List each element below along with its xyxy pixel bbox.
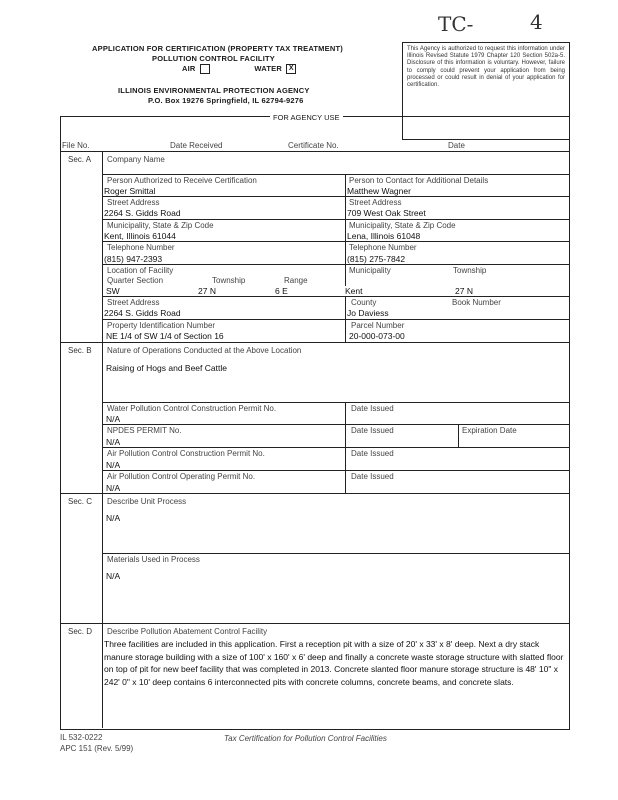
air-water-row: [182, 64, 296, 74]
sec-b-tag: Sec. B: [68, 346, 92, 355]
wp-date-label: Date Issued: [351, 404, 394, 413]
divider: [102, 219, 569, 220]
nature-value: Raising of Hogs and Beef Cattle: [106, 363, 227, 373]
sec-d-tag: Sec. D: [68, 627, 93, 636]
certificate-no-label: Certificate No.: [288, 141, 339, 150]
abatement-label: Describe Pollution Abatement Control Facility: [107, 627, 268, 636]
location-label: Location of Facility: [107, 266, 174, 275]
notice-text: This Agency is authorized to request this information under Illinois Revised Statute 1979 Chapter 120 Section 502a-5. Disclosure of this information is voluntary. However, failure to comply could prevent your application from being processed or could result in denial of your application for certification.: [407, 46, 565, 89]
telephone-label: Telephone Number: [107, 243, 175, 252]
ap-operating-label: Air Pollution Control Operating Permit No.: [107, 472, 256, 481]
materials-value: N/A: [106, 571, 121, 581]
person-authorized-label: Person Authorized to Receive Certification: [107, 176, 257, 185]
township-label: Township: [212, 276, 246, 285]
divider: [102, 196, 569, 197]
agency-use-title: FOR AGENCY USE: [270, 113, 343, 122]
agency-address: P.O. Box 19276 Springfield, IL 62794-9276: [148, 96, 304, 105]
file-no-label: File No.: [62, 141, 90, 150]
abatement-description: Three facilities are included in this application. First a reception pit with a size of 20' x 33' x 8' deep. Next a dry stack manure storage building with a size of 100' x 160' x 6' deep and finally a concrete waste storage structure with slatted floor on top of pit for new beef facility that was completed in 2013. Concrete slanted floor manure storage structure is 48' 10" x 242' 0" x 10' deep contains 6 interconnected pits with concrete columns, concrete beams, and concrete slats.: [104, 639, 564, 687]
book-number-label: Book Number: [452, 298, 501, 307]
facility-street-value: 2264 S. Gidds Road: [104, 308, 181, 318]
contact-street-value: 709 West Oak Street: [347, 208, 426, 218]
contact-telephone-value: (815) 275-7842: [347, 254, 406, 264]
range-value: 6 E: [275, 286, 288, 296]
township-value: 27 N: [198, 286, 216, 296]
parcel-number-value: 20-000-073-00: [349, 331, 405, 341]
air-label: AIR: [182, 64, 196, 73]
divider: [60, 151, 569, 152]
divider: [102, 470, 569, 471]
materials-label: Materials Used in Process: [107, 555, 200, 564]
date-received-label: Date Received: [170, 141, 223, 150]
divider: [102, 447, 569, 448]
water-label: WATER: [254, 64, 282, 73]
telephone-value: (815) 947-2393: [104, 254, 163, 264]
unit-process-label: Describe Unit Process: [107, 497, 187, 506]
ap-operating-date-label: Date Issued: [351, 472, 394, 481]
ap-construction-date-label: Date Issued: [351, 449, 394, 458]
ap-operating-value: N/A: [106, 483, 121, 493]
county-value: Jo Daviess: [347, 308, 389, 318]
quarter-section-label: Quarter Section: [107, 276, 164, 285]
form-title: APPLICATION FOR CERTIFICATION (PROPERTY TAX TREATMENT): [92, 44, 343, 53]
property-id-value: NE 1/4 of SW 1/4 of Section 16: [106, 331, 224, 341]
footer-title: Tax Certification for Pollution Control Facilities: [224, 734, 387, 743]
form-subtitle: POLLUTION CONTROL FACILITY: [152, 54, 275, 63]
form-number: IL 532-0222: [60, 733, 103, 742]
apc-number: APC 151 (Rev. 5/99): [60, 744, 134, 753]
parcel-number-label: Parcel Number: [351, 321, 405, 330]
divider: [345, 402, 346, 493]
agency-name: ILLINOIS ENVIRONMENTAL PROTECTION AGENCY: [118, 86, 310, 95]
npdes-value: N/A: [106, 437, 121, 447]
county-label: County: [351, 298, 377, 307]
section-divider: [60, 342, 569, 343]
contact-municipality-value: Lena, Illinois 61048: [347, 231, 421, 241]
wp-permit-label: Water Pollution Control Construction Permit No.: [107, 404, 277, 413]
divider: [102, 402, 569, 403]
divider: [102, 319, 569, 320]
wp-permit-value: N/A: [106, 414, 121, 424]
air-checkbox[interactable]: [200, 64, 210, 74]
section-divider: [60, 493, 569, 494]
handwritten-tc: TC-: [438, 12, 474, 36]
person-contact-label: Person to Contact for Additional Details: [349, 176, 489, 185]
range-label: Range: [284, 276, 308, 285]
facility-street-label: Street Address: [107, 298, 160, 307]
person-contact-value: Matthew Wagner: [347, 186, 411, 196]
water-checkbox[interactable]: X: [286, 64, 296, 74]
divider: [458, 424, 459, 447]
ap-construction-value: N/A: [106, 460, 121, 470]
municipality-label: Municipality, State & Zip Code: [107, 221, 214, 230]
company-name-label: Company Name: [107, 155, 165, 164]
divider: [102, 264, 569, 265]
divider: [102, 296, 569, 297]
divider: [345, 296, 346, 342]
township2-value: 27 N: [455, 286, 473, 296]
handwritten-page-number: 4: [530, 10, 543, 34]
person-authorized-value: Roger Smittal: [104, 186, 156, 196]
quarter-section-value: SW: [106, 286, 120, 296]
divider: [102, 424, 569, 425]
divider: [102, 174, 569, 175]
divider: [102, 241, 569, 242]
section-gutter: [102, 151, 103, 728]
contact-street-label: Street Address: [349, 198, 402, 207]
municipality-fac-label: Municipality: [349, 266, 391, 275]
npdes-date-label: Date Issued: [351, 426, 394, 435]
ap-construction-label: Air Pollution Control Construction Permit No.: [107, 449, 265, 458]
unit-process-value: N/A: [106, 513, 121, 523]
contact-telephone-label: Telephone Number: [349, 243, 417, 252]
property-id-label: Property Identification Number: [107, 321, 216, 330]
npdes-label: NPDES PERMIT No.: [107, 426, 182, 435]
section-divider: [60, 623, 569, 624]
municipality-fac-value: Kent: [345, 286, 363, 296]
divider: [345, 174, 346, 286]
nature-label: Nature of Operations Conducted at the Above Location: [107, 346, 302, 355]
date-label: Date: [448, 141, 465, 150]
divider: [102, 553, 569, 554]
contact-municipality-label: Municipality, State & Zip Code: [349, 221, 456, 230]
sec-c-tag: Sec. C: [68, 497, 93, 506]
sec-a-tag: Sec. A: [68, 155, 92, 164]
npdes-expiration-label: Expiration Date: [462, 426, 517, 435]
street-address-label: Street Address: [107, 198, 160, 207]
street-address-value: 2264 S. Gidds Road: [104, 208, 181, 218]
township2-label: Township: [453, 266, 487, 275]
municipality-value: Kent, Illinois 61044: [104, 231, 176, 241]
